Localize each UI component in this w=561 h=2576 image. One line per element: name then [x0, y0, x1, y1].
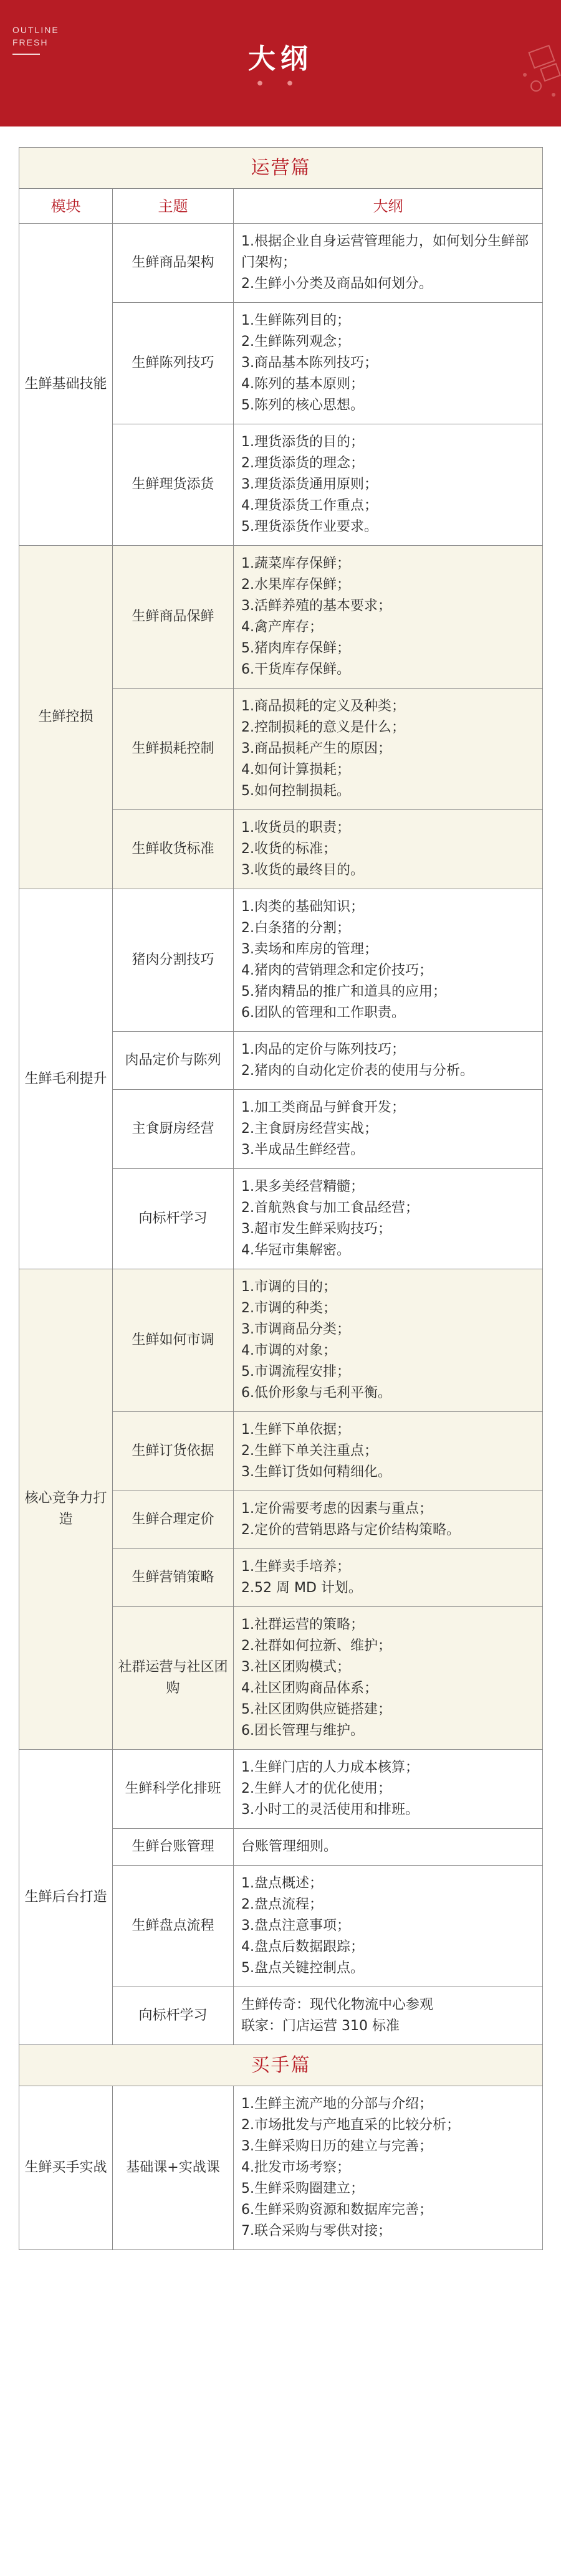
topic-cell: 社群运营与社区团购 — [113, 1607, 234, 1750]
outline-line: 2.生鲜陈列观念； — [241, 334, 350, 350]
topic-cell: 主食厨房经营 — [113, 1090, 234, 1169]
outline-cell — [234, 1866, 543, 1987]
topic-cell: 生鲜损耗控制 — [113, 689, 234, 810]
outline-line: 台账管理细则。 — [241, 1839, 338, 1854]
outline-line: 7.联合采购与零供对接； — [241, 2223, 391, 2239]
outline-line: 1.市调的目的； — [241, 1279, 337, 1295]
outline-line: 联家：门店运营 310 标准 — [241, 2018, 400, 2034]
outline-line: 5.猪肉精品的推广和道具的应用； — [241, 984, 446, 999]
outline-cell — [234, 689, 543, 810]
module-cell: 生鲜后台打造 — [19, 1750, 113, 2045]
outline-line: 3.半成品生鲜经营。 — [241, 1142, 364, 1158]
outline-line: 2.52 周 MD 计划。 — [241, 1580, 362, 1596]
outline-line: 3.收货的最终目的。 — [241, 862, 364, 878]
outline-line: 5.如何控制损耗。 — [241, 783, 350, 799]
outline-cell — [234, 224, 543, 303]
outline-line: 2.生鲜小分类及商品如何划分。 — [241, 276, 433, 292]
outline-line: 6.生鲜采购资源和数据库完善； — [241, 2202, 433, 2218]
page-header — [0, 0, 561, 126]
outline-line: 1.生鲜门店的人力成本核算； — [241, 1760, 419, 1775]
outline-line: 4.批发市场考察； — [241, 2160, 350, 2175]
brand-line-1: OUTLINE — [12, 25, 59, 35]
topic-cell: 肉品定价与陈列 — [113, 1032, 234, 1090]
outline-line: 4.盘点后数据跟踪； — [241, 1939, 364, 1955]
outline-line: 2.控制损耗的意义是什么； — [241, 720, 405, 735]
outline-line: 1.生鲜卖手培养； — [241, 1559, 350, 1575]
table-row — [19, 224, 543, 303]
outline-line: 1.肉品的定价与陈列技巧； — [241, 1042, 405, 1057]
table-row — [19, 2086, 543, 2250]
topic-cell: 生鲜科学化排班 — [113, 1750, 234, 1829]
outline-table-body — [19, 148, 543, 2250]
outline-line: 2.生鲜人才的优化使用； — [241, 1781, 391, 1796]
outline-line: 1.生鲜下单依据； — [241, 1422, 350, 1438]
outline-line: 4.如何计算损耗； — [241, 762, 350, 778]
outline-line: 5.盘点关键控制点。 — [241, 1960, 364, 1976]
outline-cell — [234, 1491, 543, 1549]
outline-line: 2.盘点流程； — [241, 1897, 323, 1912]
outline-line: 2.定价的营销思路与定价结构策略。 — [241, 1522, 460, 1538]
outline-line: 1.生鲜主流产地的分部与介绍； — [241, 2096, 433, 2112]
outline-line: 3.小时工的灵活使用和排班。 — [241, 1802, 419, 1818]
table-row — [19, 889, 543, 1032]
topic-cell: 基础课+实战课 — [113, 2086, 234, 2250]
topic-cell: 生鲜陈列技巧 — [113, 303, 234, 424]
topic-cell: 生鲜商品保鲜 — [113, 546, 234, 689]
outline-line: 6.干货库存保鲜。 — [241, 662, 350, 677]
outline-line: 1.生鲜陈列目的； — [241, 313, 350, 328]
outline-cell — [234, 889, 543, 1032]
table-row — [19, 546, 543, 689]
outline-line: 5.社区团购供应链搭建； — [241, 1702, 391, 1717]
outline-line: 1.根据企业自身运营管理能力，如何划分生鲜部门架构； — [241, 234, 529, 270]
topic-cell: 生鲜商品架构 — [113, 224, 234, 303]
section-row — [19, 2045, 543, 2086]
module-cell: 核心竞争力打造 — [19, 1269, 113, 1750]
outline-line: 3.商品损耗产生的原因； — [241, 741, 391, 756]
topic-cell: 向标杆学习 — [113, 1987, 234, 2045]
outline-cell — [234, 810, 543, 889]
outline-line: 4.华冠市集解密。 — [241, 1243, 350, 1258]
outline-line: 5.生鲜采购圈建立； — [241, 2181, 364, 2197]
topic-cell: 生鲜收货标准 — [113, 810, 234, 889]
topic-cell: 生鲜盘点流程 — [113, 1866, 234, 1987]
outline-line: 4.理货添货工作重点； — [241, 498, 378, 513]
column-header-module: 模块 — [19, 189, 113, 224]
outline-line: 2.社群如何拉新、维护； — [241, 1638, 391, 1654]
outline-line: 6.团队的管理和工作职责。 — [241, 1005, 405, 1021]
outline-line: 3.商品基本陈列技巧； — [241, 355, 378, 371]
decorative-pattern-icon — [517, 37, 561, 106]
outline-line: 2.生鲜下单关注重点； — [241, 1443, 378, 1459]
brand-line-2: FRESH — [12, 37, 49, 47]
outline-line: 2.白条猪的分割； — [241, 920, 350, 936]
outline-cell — [234, 424, 543, 546]
outline-cell — [234, 303, 543, 424]
outline-line: 1.盘点概述； — [241, 1876, 323, 1891]
outline-line: 3.盘点注意事项； — [241, 1918, 350, 1934]
outline-line: 1.肉类的基础知识； — [241, 899, 364, 915]
outline-line: 3.市调商品分类； — [241, 1322, 350, 1337]
topic-cell: 生鲜台账管理 — [113, 1829, 234, 1866]
outline-line: 5.理货添货作业要求。 — [241, 519, 378, 535]
topic-cell: 生鲜订货依据 — [113, 1412, 234, 1491]
topic-cell: 生鲜营销策略 — [113, 1549, 234, 1607]
section-row — [19, 148, 543, 189]
outline-line: 5.市调流程安排； — [241, 1364, 350, 1380]
section-title: 买手篇 — [19, 2045, 543, 2086]
outline-line: 3.活鲜养殖的基本要求； — [241, 598, 391, 614]
outline-cell — [234, 1269, 543, 1412]
outline-line: 2.市场批发与产地直采的比较分析； — [241, 2117, 460, 2133]
outline-line: 3.超市发生鲜采购技巧； — [241, 1221, 391, 1237]
topic-cell: 向标杆学习 — [113, 1169, 234, 1269]
outline-cell — [234, 1987, 543, 2045]
title-dots: ● ● — [257, 80, 304, 87]
outline-line: 6.团长管理与维护。 — [241, 1723, 364, 1739]
outline-cell — [234, 1607, 543, 1750]
outline-line: 2.理货添货的理念； — [241, 456, 364, 471]
table-row — [19, 1269, 543, 1412]
outline-cell — [234, 1090, 543, 1169]
outline-cell — [234, 1412, 543, 1491]
outline-line: 1.理货添货的目的； — [241, 434, 364, 450]
outline-line: 4.社区团购商品体系； — [241, 1681, 378, 1696]
topic-cell: 生鲜合理定价 — [113, 1491, 234, 1549]
page-title: 大纲 — [248, 43, 313, 75]
outline-line: 3.生鲜采购日历的建立与完善； — [241, 2139, 433, 2154]
topic-cell: 猪肉分割技巧 — [113, 889, 234, 1032]
outline-line: 1.社群运营的策略； — [241, 1617, 364, 1633]
column-header-row — [19, 189, 543, 224]
outline-line: 1.加工类商品与鲜食开发； — [241, 1100, 405, 1115]
outline-line: 2.收货的标准； — [241, 841, 337, 857]
table-row — [19, 1750, 543, 1829]
outline-line: 4.市调的对象； — [241, 1343, 337, 1358]
topic-cell: 生鲜理货添货 — [113, 424, 234, 546]
outline-line: 2.猪肉的自动化定价表的使用与分析。 — [241, 1063, 474, 1079]
outline-line: 4.猪肉的营销理念和定价技巧； — [241, 963, 433, 978]
outline-line: 2.市调的种类； — [241, 1300, 337, 1316]
outline-content — [0, 126, 561, 2250]
outline-cell — [234, 2086, 543, 2250]
outline-line: 2.首航熟食与加工食品经营； — [241, 1200, 419, 1216]
module-cell: 生鲜基础技能 — [19, 224, 113, 546]
outline-line: 1.蔬菜库存保鲜； — [241, 556, 350, 571]
column-header-topic: 主题 — [113, 189, 234, 224]
outline-cell — [234, 1032, 543, 1090]
module-cell: 生鲜控损 — [19, 546, 113, 889]
outline-line: 2.水果库存保鲜； — [241, 577, 350, 593]
module-cell: 生鲜买手实战 — [19, 2086, 113, 2250]
topic-cell: 生鲜如何市调 — [113, 1269, 234, 1412]
outline-cell — [234, 1750, 543, 1829]
outline-cell — [234, 1829, 543, 1866]
outline-cell — [234, 546, 543, 689]
outline-line: 1.收货员的职责； — [241, 820, 350, 836]
outline-line: 5.猪肉库存保鲜； — [241, 641, 350, 656]
outline-line: 6.低价形象与毛利平衡。 — [241, 1385, 391, 1401]
outline-line: 1.果多美经营精髓； — [241, 1179, 364, 1195]
outline-cell — [234, 1549, 543, 1607]
module-cell: 生鲜毛利提升 — [19, 889, 113, 1269]
outline-line: 1.商品损耗的定义及种类； — [241, 699, 405, 714]
outline-line: 4.陈列的基本原则； — [241, 376, 364, 392]
outline-line: 生鲜传奇：现代化物流中心参观 — [241, 1997, 434, 2013]
outline-line: 3.生鲜订货如何精细化。 — [241, 1464, 391, 1480]
outline-line: 1.定价需要考虑的因素与重点； — [241, 1501, 433, 1517]
outline-line: 3.社区团购模式； — [241, 1659, 350, 1675]
outline-table — [19, 147, 543, 2250]
outline-line: 3.卖场和库房的管理； — [241, 942, 378, 957]
outline-line: 2.主食厨房经营实战； — [241, 1121, 378, 1137]
column-header-outline: 大纲 — [234, 189, 543, 224]
outline-line: 5.陈列的核心思想。 — [241, 398, 364, 413]
outline-cell — [234, 1169, 543, 1269]
outline-line: 3.理货添货通用原则； — [241, 477, 378, 492]
section-title: 运营篇 — [19, 148, 543, 189]
outline-line: 4.禽产库存； — [241, 619, 323, 635]
